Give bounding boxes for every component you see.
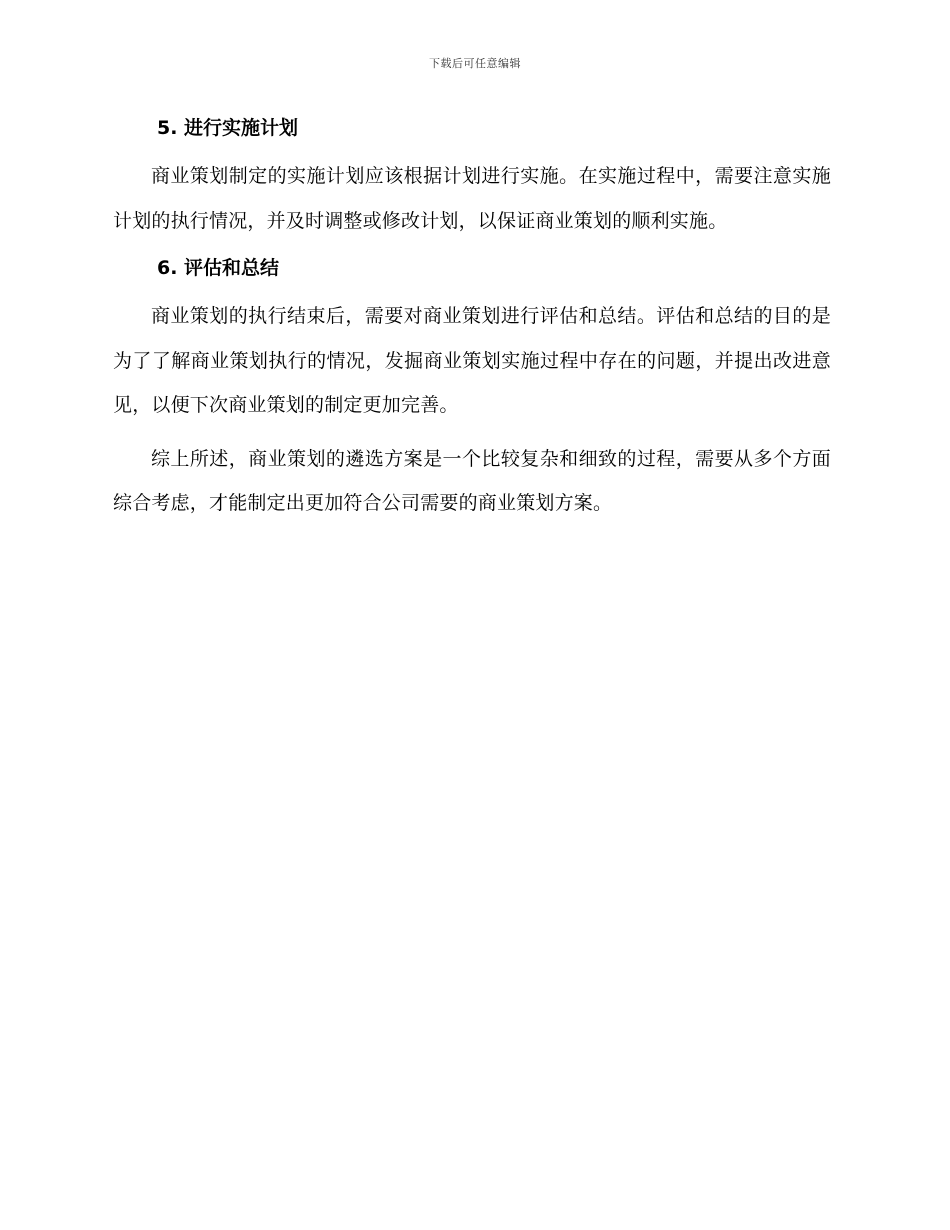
section-paragraph: 商业策划的执行结束后，需要对商业策划进行评估和总结。评估和总结的目的是为了了解商业策划执行的情况，发掘商业策划实施过程中存在的问题，并提出改进意见，以便下次商业策划的制定更加完善。 bbox=[113, 305, 831, 416]
section-implementation-plan bbox=[113, 112, 831, 252]
page-header: 下载后可任意编辑 bbox=[429, 57, 521, 70]
document-body bbox=[113, 112, 831, 526]
section-paragraph: 商业策划制定的实施计划应该根据计划进行实施。在实施过程中，需要注意实施计划的执行情况，并及时调整或修改计划，以保证商业策划的顺利实施。 bbox=[113, 165, 831, 232]
section-evaluation-summary bbox=[113, 252, 831, 437]
section-heading: 6. 评估和总结 bbox=[157, 257, 280, 279]
conclusion-paragraph: 综上所述，商业策划的遴选方案是一个比较复杂和细致的过程，需要从多个方面综合考虑，才能制定出更加符合公司需要的商业策划方案。 bbox=[113, 447, 831, 514]
section-heading: 5. 进行实施计划 bbox=[157, 117, 299, 139]
